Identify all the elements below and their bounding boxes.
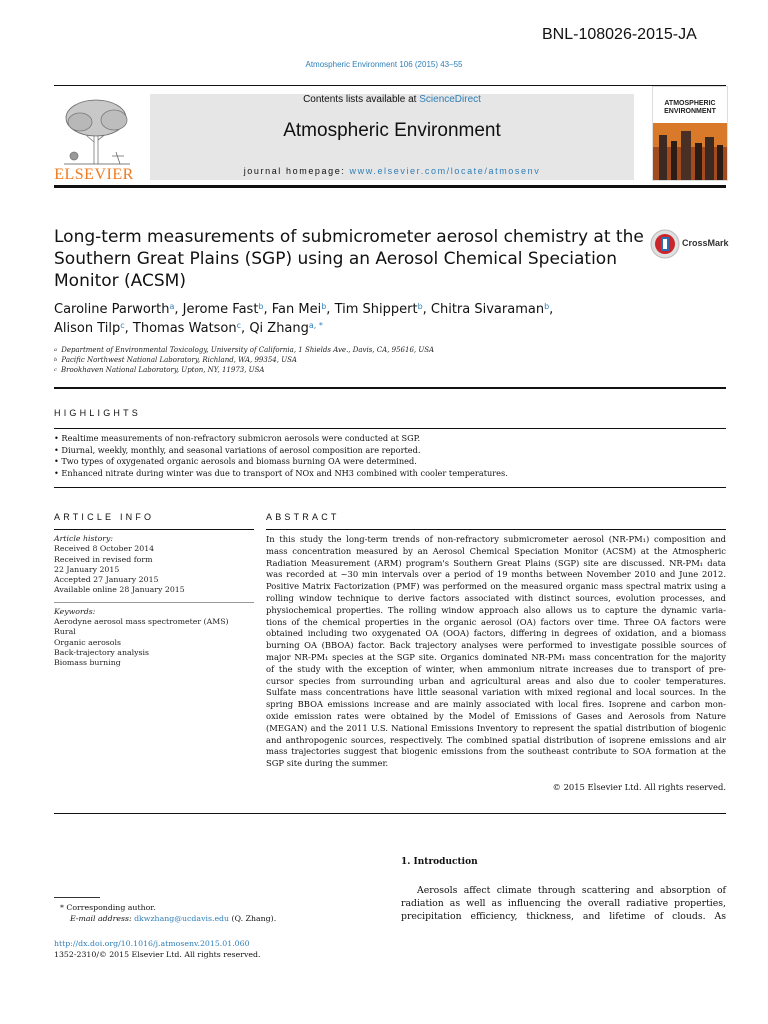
journal-cover-thumbnail [652,86,728,181]
affiliation: $^c$ Brookhaven National Laboratory, Upton, NY, 11973, USA [54,366,265,374]
abstract-line: tions of the chemical properties in the organic aerosol (OA) factors over time. Three OA factors were [266,616,726,627]
introduction-line: radiation as well as influencing the overall radiative properties, [401,898,726,910]
issn-line: 1352-2310/© 2015 Elsevier Ltd. All rights reserved. [54,950,261,959]
abstract-line: rolling window technique to derive factors associated with distinct sources, evolution processes, and [266,592,726,603]
section-rule [54,387,726,389]
highlight-item: • Diurnal, weekly, monthly, and seasonal variations of aerosol composition are reported. [54,444,421,455]
author-name: Fan Mei [271,302,322,317]
author-affiliation-mark[interactable]: a [169,302,175,311]
author-name: Qi Zhang [249,321,309,336]
header-top-rule [54,85,726,86]
journal-citation[interactable]: Atmospheric Environment 106 (2015) 43–55 [305,60,463,69]
abstract-line: cursor species from surrounding urban and agricultural areas and also due to cooler temperatures. [266,675,726,686]
article-info-heading: ARTICLE INFO [54,512,155,522]
crossmark-label: CrossMark [682,238,729,248]
author-affiliation-mark[interactable]: b [417,302,423,311]
author-name: Jerome Fast [182,302,259,317]
highlights-bottom-rule [54,487,726,488]
abstract-line: spring BBOA emissions increase and are mainly associated with local fires. Isoprene and carbon mon- [266,699,726,710]
sciencedirect-link[interactable]: ScienceDirect [419,94,481,105]
report-number: BNL-108026-2015-JA [542,26,697,43]
affiliation-list [54,345,434,375]
history-entry: Received in revised form [54,554,153,564]
abstract-rule [266,529,726,530]
author-name: Thomas Watson [132,321,237,336]
abstract-line: In this study the long-term trends of non-refractory submicrometer aerosol (NR-PM₁) composition and [266,534,726,544]
author-affiliation-mark[interactable]: b [258,302,264,311]
author-email-link[interactable]: dkwzhang@ucdavis.edu [134,914,230,923]
abstract-line: of the study with the exception of winter, when ammonium nitrate increases due to transport of pre- [266,663,726,674]
article-title: Long-term measurements of submicrometer aerosol chemistry at the Southern Great Plains (SGP) using an Aerosol Chemical Speciation Monitor (ACSM) [54,227,644,291]
affiliation: $^a$ Department of Environmental Toxicology, University of California, 1 Shields Ave., Davis, CA, 95616, USA [54,346,435,354]
highlights-list [54,433,726,479]
introduction-line: Aerosols affect climate through scattering and absorption of [417,885,726,896]
introduction-text [401,884,726,924]
highlight-item: • Two types of oxygenated organic aerosols and biomass burning OA were determined. [54,456,417,466]
author-name: Caroline Parworth [54,302,170,317]
corresponding-note: * Corresponding author. [60,903,156,912]
history-entry: Available online 28 January 2015 [54,585,185,595]
cover-title: ATMOSPHERIC ENVIRONMENT [664,100,716,115]
corresponding-author-footnote: * Corresponding author. E-mail address: dkwzhang@ucdavis.edu (Q. Zhang). [54,902,354,924]
author-affiliation-mark[interactable]: b [321,302,327,311]
info-divider [54,602,254,603]
abstract-line: was recorded at ~30 min intervals over a period of 19 months between November 2010 and June 2012. [266,569,726,580]
keyword: Biomass burning [54,658,121,668]
doi-block [54,938,354,960]
keyword: Organic aerosols [54,637,121,647]
contents-line: Contents lists available at ScienceDirect [303,94,481,105]
author-name: Tim Shippert [334,302,418,317]
abstract-line: burning OA (BBOA) factor. Back trajectory analyses were performed to investigate possible sources of [266,640,726,651]
keyword: Aerodyne aerosol mass spectrometer (AMS) [54,617,229,627]
highlights-rule [54,428,726,429]
author-affiliation-mark[interactable]: c [236,321,242,330]
journal-header-box [150,94,634,180]
abstract-line: SGP site during the summer. [266,758,389,769]
keywords-label: Keywords: [54,606,96,616]
footnote-rule [54,897,100,898]
abstract-line: (MEGAN) and the 2011 U.S. National Emissions Inventory to represent the spatial distribution of biogenic [266,722,726,733]
article-info-box [54,534,254,669]
abstract-line: obtained including two oxygenated OA (OOA) factors, differing in degrees of oxidation, and a biomass [266,628,726,639]
abstract-text [266,534,726,770]
history-entry: Received 8 October 2014 [54,544,155,554]
header-bottom-rule [54,185,726,188]
highlight-item: • Realtime measurements of non-refractory submicron aerosols were conducted at SGP. [54,433,421,443]
author-affiliation-mark[interactable]: c [120,321,125,330]
article-history [54,544,254,595]
author-name: Chitra Sivaraman [430,302,545,317]
introduction-heading: 1. Introduction [401,857,478,867]
keyword-list [54,617,254,668]
abstract-line: Positive Matrix Factorization (PMF) was performed on the measured organic mass spectral matrix using a [266,581,726,592]
introduction-line: precipitation efficiency, thickness, and lifetime of clouds. As [401,911,726,923]
article-info-rule [54,529,254,530]
abstract-line: Radiation Measurement (ARM) program's Southern Great Plains (SGP) site are discussed. NR-PM₁ data [266,557,726,568]
abstract-line: mass concentration measured by an Aerosol Chemical Speciation Monitor (ACSM) at the Atmospheric [266,545,726,556]
highlight-item: • Enhanced nitrate during winter was due to transport of NOx and NH3 combined with cooler temperatures. [54,467,508,478]
journal-homepage-link[interactable]: www.elsevier.com/locate/atmosenv [349,166,541,176]
elsevier-wordmark: ELSEVIER [54,166,134,183]
journal-title: Atmospheric Environment [283,120,501,141]
abstract-copyright: © 2015 Elsevier Ltd. All rights reserved. [552,782,726,792]
abstract-line: major NR-PM₁ species at the SGP site. Organics dominated NR-PM₁ mass concentration for the majority [266,651,726,662]
history-entry: 22 January 2015 [54,564,120,574]
abstract-line: mass trajectories suggest that biogenic emissions from the southeast contribute to SOA formation at the [266,746,726,757]
journal-homepage: journal homepage: www.elsevier.com/locate/atmosenv [243,166,541,176]
abstract-line: oxide emission rates were obtained by the Model of Emissions of Gases and Aerosols from Nature [266,710,726,721]
abstract-line: physiochemical properties. The rolling window approach also allows us to capture the dynamic varia- [266,604,726,615]
affiliation: $^b$ Pacific Northwest National Laboratory, Richland, WA, 99354, USA [54,356,297,364]
author-affiliation-mark[interactable]: a, * [308,321,323,330]
article-history-label: Article history: [54,534,114,543]
abstract-bottom-rule [54,813,726,814]
keyword: Back-trajectory analysis [54,647,150,657]
highlights-heading: HIGHLIGHTS [54,408,142,418]
abstract-heading: ABSTRACT [266,512,340,522]
history-entry: Accepted 27 January 2015 [54,575,159,585]
keyword: Rural [54,627,76,637]
author-list: Caroline Parworth$^a$, Jerome Fast$^b$, Fan Mei$^b$, Tim Shippert$^b$, Chitra Sivaraman$^b$, Alison Tilp$^c$, Thomas Watson$^c$, Qi Zhang$^{a, *}$ [54,302,554,336]
author-affiliation-mark[interactable]: b [544,302,550,311]
author-name: Alison Tilp [54,321,121,336]
abstract-line: Sulfate mass concentrations have little seasonal variation with mixed regional and local sources. In the [266,687,726,698]
abstract-line: and anthropogenic sources, respectively. The combined spatial distribution of isoprene emissions and air [266,734,726,745]
doi-link[interactable]: http://dx.doi.org/10.1016/j.atmosenv.2015.01.060 [54,939,250,948]
